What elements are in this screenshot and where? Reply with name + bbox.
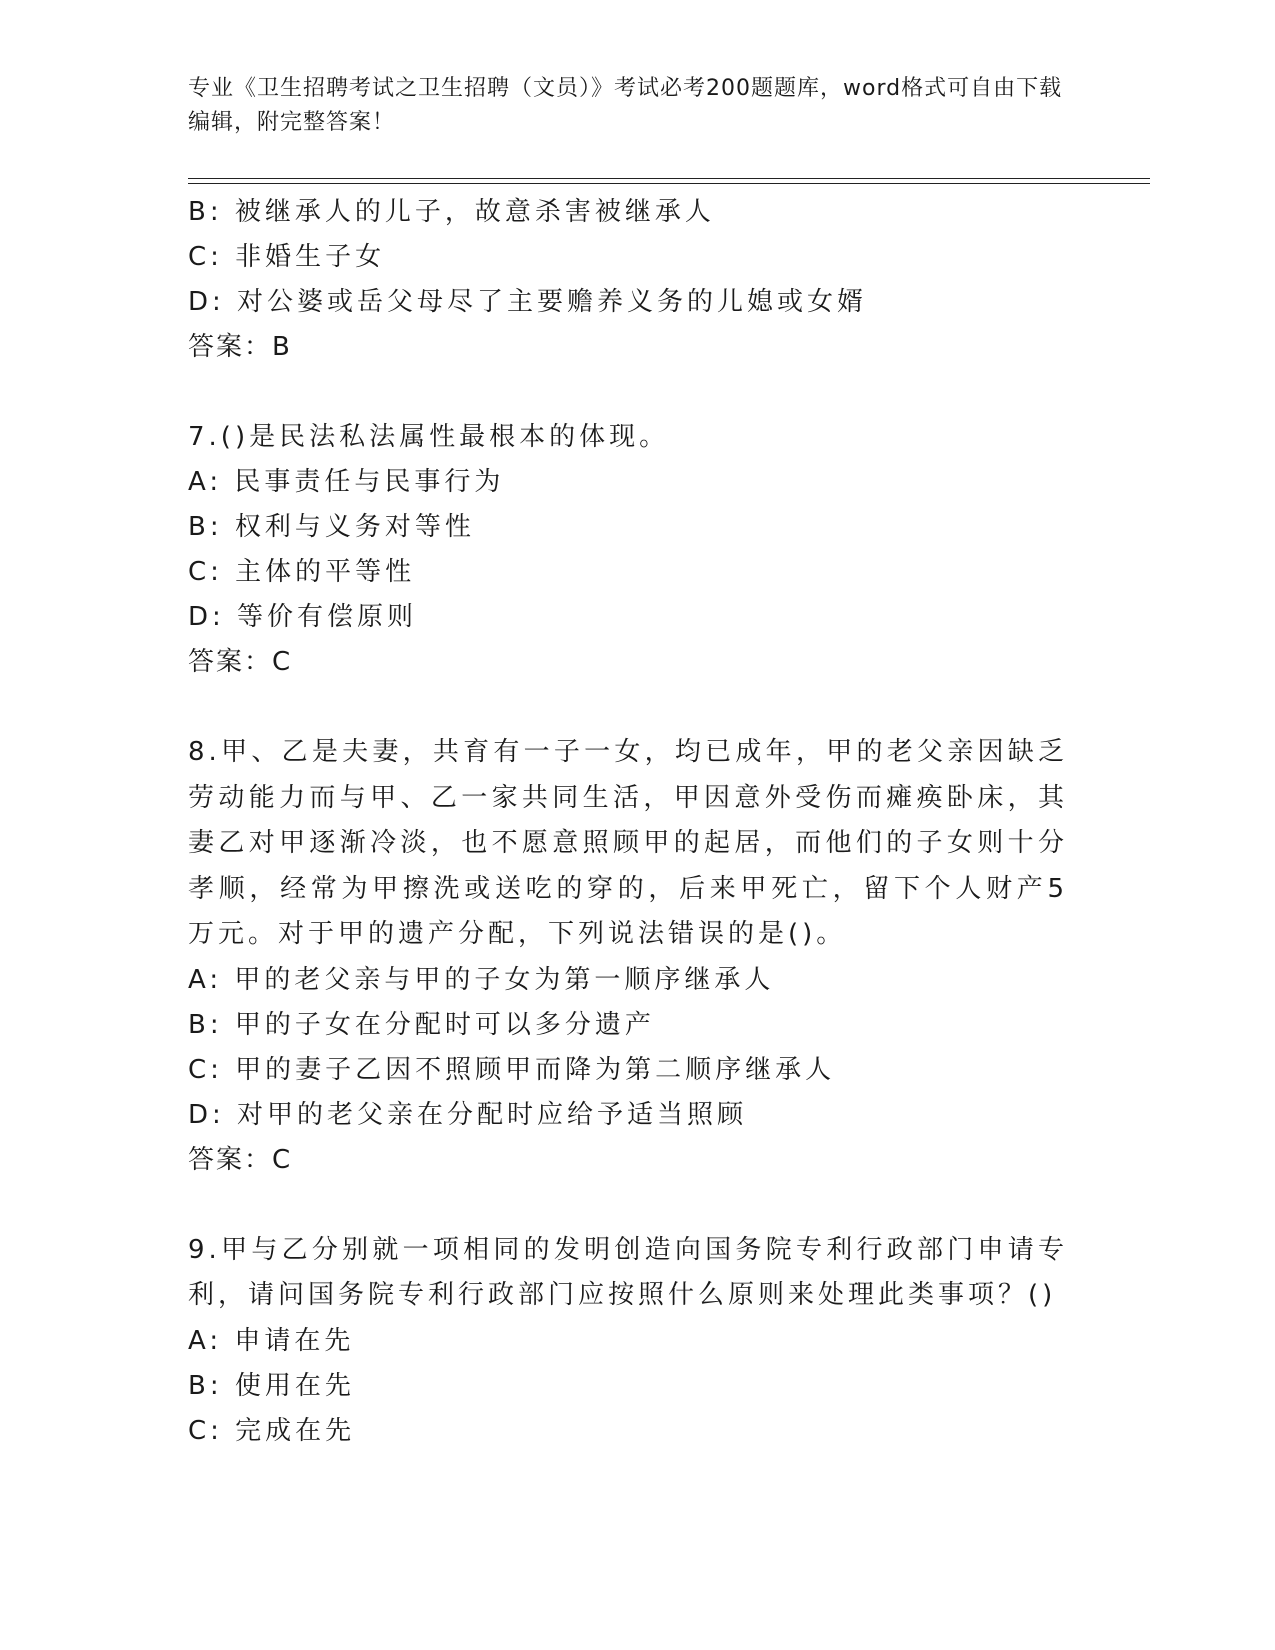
q7-option-d: D: 等价有偿原则 (188, 602, 418, 632)
spacer (188, 685, 1068, 730)
header-rule-bottom (188, 183, 1150, 184)
document-header: 专业《卫生招聘考试之卫生招聘（文员）》考试必考200题题库，word格式可自由下载编辑，附完整答案！ (188, 76, 1063, 135)
q8-answer: 答案：C (188, 1144, 293, 1175)
q9-option-a: A: 申请在先 (188, 1325, 355, 1356)
q8-option-c: C: 甲的妻子乙因不照顾甲而降为第二顺序继承人 (188, 1054, 836, 1085)
q7-option-c: C: 主体的平等性 (188, 557, 416, 587)
spacer (188, 1183, 1068, 1228)
spacer (188, 370, 1068, 415)
q8-stem: 8.甲、乙是夫妻，共育有一子一女，均已成年，甲的老父亲因缺乏劳动能力而与甲、乙一家共同生活，甲因意外受伤而瘫痪卧床，其妻乙对甲逐渐冷淡，也不愿意照顾甲的起居，而他们的子女则十分孝顺，经常为甲擦洗或送吃的穿的，后来甲死亡，留下个人财产5万元。对于甲的遗产分配，下列说法错误的是()。 (188, 737, 1068, 949)
q8-option-b: B: 甲的子女在分配时可以多分遗产 (188, 1009, 655, 1040)
q7-stem: 7.()是民法私法属性最根本的体现。 (188, 422, 670, 452)
q9-option-c: C: 完成在先 (188, 1415, 356, 1446)
q8-option-d: D: 对甲的老父亲在分配时应给予适当照顾 (188, 1099, 748, 1130)
q7-option-b: B: 权利与义务对等性 (188, 512, 475, 542)
q6-answer: 答案：B (188, 332, 292, 362)
q7-answer: 答案：C (188, 647, 293, 677)
q6-option-c: C: 非婚生子女 (188, 242, 386, 272)
q8-option-a: A: 甲的老父亲与甲的子女为第一顺序继承人 (188, 964, 775, 995)
q6-option-d: D: 对公婆或岳父母尽了主要赡养义务的儿媳或女婿 (188, 287, 868, 317)
q6-option-b: B: 被继承人的儿子，故意杀害被继承人 (188, 197, 715, 227)
question-content (188, 190, 1068, 1454)
q9-stem: 9.甲与乙分别就一项相同的发明创造向国务院专利行政部门申请专利，请问国务院专利行政部门应按照什么原则来处理此类事项？() (188, 1234, 1068, 1310)
q7-option-a: A: 民事责任与民事行为 (188, 467, 505, 497)
q9-option-b: B: 使用在先 (188, 1370, 355, 1401)
header-rule-top (188, 178, 1150, 179)
